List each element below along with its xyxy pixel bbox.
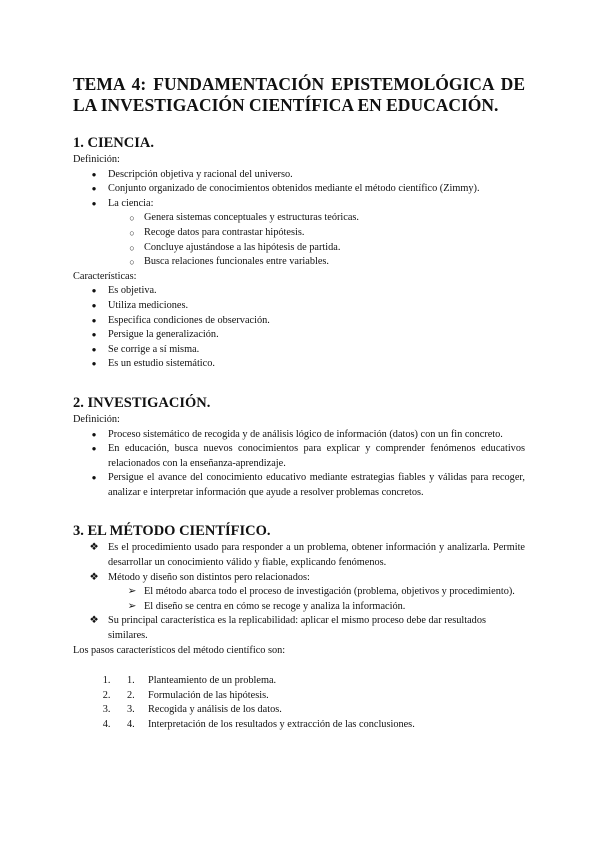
list-item-text: Interpretación de los resultados y extracción de las conclusiones. bbox=[148, 719, 415, 730]
list-item bbox=[73, 299, 525, 314]
section-heading: 2. INVESTIGACIÓN. bbox=[73, 394, 211, 411]
characteristics-label: Características: bbox=[73, 270, 137, 282]
step-number: 1. 1. bbox=[127, 675, 135, 687]
section-metodo bbox=[73, 522, 525, 732]
bullet-icon: ● bbox=[91, 286, 97, 296]
list-item-text: Recogida y análisis de los datos. bbox=[148, 704, 282, 716]
list-item-text: Recoge datos para contrastar hipótesis. bbox=[144, 226, 305, 238]
list-item-text: Se corrige a sí misma. bbox=[108, 343, 200, 355]
sub-list-item bbox=[73, 226, 525, 241]
list-item bbox=[73, 442, 525, 471]
list-item bbox=[113, 689, 525, 704]
list-item bbox=[73, 284, 525, 299]
list-item-text: Es el procedimiento usado para responder a un problema, obtener información y analizarla. Permite desarrollar un conocimiento válido y fiable, explicando fenómenos. bbox=[108, 542, 525, 569]
definition-label: Definición: bbox=[73, 154, 120, 165]
sub-list-item bbox=[73, 585, 525, 600]
list-item-text: Persigue la generalización. bbox=[108, 329, 219, 341]
steps-label: Los pasos característicos del método científico son: bbox=[73, 644, 286, 656]
list-item bbox=[73, 571, 525, 586]
list-item-text: Descripción objetiva y racional del universo. bbox=[108, 168, 293, 180]
section-ciencia bbox=[73, 134, 525, 372]
list-item-text: Especifica condiciones de observación. bbox=[108, 314, 270, 326]
list-item bbox=[73, 314, 525, 329]
list-item-text: Es objetiva. bbox=[108, 285, 157, 297]
list-item-text: La ciencia: bbox=[108, 197, 154, 209]
circle-bullet-icon: ○ bbox=[129, 257, 135, 268]
list-item-text: Busca relaciones funcionales entre variables. bbox=[144, 256, 329, 268]
section-heading: 3. EL MÉTODO CIENTÍFICO. bbox=[73, 523, 271, 540]
bullet-icon: ● bbox=[91, 330, 97, 340]
list-item-text: Concluye ajustándose a las hipótesis de partida. bbox=[144, 241, 341, 253]
circle-bullet-icon: ○ bbox=[129, 242, 135, 253]
list-item bbox=[73, 428, 525, 443]
bullet-icon: ● bbox=[91, 359, 97, 369]
sub-list-item bbox=[73, 600, 525, 615]
arrow-bullet-icon: ➢ bbox=[127, 586, 137, 598]
list-item bbox=[73, 168, 525, 183]
bullet-icon: ● bbox=[91, 184, 97, 194]
definition-list bbox=[73, 168, 525, 270]
definition-list bbox=[73, 428, 525, 501]
list-item-text: Método y diseño son distintos pero relacionados: bbox=[108, 571, 310, 583]
list-item-text: En educación, busca nuevos conocimientos para explicar y comprender fenómenos educativos relacionados con la enseñanza-aprendizaje. bbox=[108, 443, 525, 469]
list-item-text: Su principal característica es la replicabilidad: aplicar el mismo proceso debe dar resultados similares. bbox=[108, 615, 486, 642]
list-item-text: Proceso sistemático de recogida y de análisis lógico de información (datos) con un fin concreto. bbox=[108, 428, 503, 440]
diamond-bullet-icon: ❖ bbox=[89, 542, 99, 554]
list-item bbox=[113, 674, 525, 689]
list-item-text: El diseño se centra en cómo se recoge y analiza la información. bbox=[144, 600, 406, 612]
list-item-text: Genera sistemas conceptuales y estructuras teóricas. bbox=[144, 212, 360, 224]
step-number: 3. 3. bbox=[127, 704, 135, 716]
list-item bbox=[73, 541, 525, 570]
bullet-icon: ● bbox=[91, 198, 97, 208]
list-item bbox=[73, 614, 525, 643]
bullet-icon: ● bbox=[91, 444, 97, 454]
list-item-text: Utiliza mediciones. bbox=[108, 299, 189, 311]
sub-list-item bbox=[73, 241, 525, 256]
document-title: TEMA 4: FUNDAMENTACIÓN EPISTEMOLÓGICA DE LA INVESTIGACIÓN CIENTÍFICA EN EDUCACIÓN. bbox=[73, 74, 525, 115]
list-item-text: Formulación de las hipótesis. bbox=[148, 689, 269, 701]
list-item bbox=[113, 718, 525, 733]
list-item-text: Planteamiento de un problema. bbox=[148, 675, 277, 687]
list-item bbox=[73, 197, 525, 212]
list-item bbox=[73, 343, 525, 358]
circle-bullet-icon: ○ bbox=[129, 213, 135, 224]
list-item bbox=[113, 703, 525, 718]
section-investigacion bbox=[73, 394, 525, 501]
arrow-bullet-icon: ➢ bbox=[127, 600, 137, 612]
step-number: 2. 2. bbox=[127, 689, 135, 701]
bullet-icon: ● bbox=[91, 315, 97, 325]
list-item bbox=[73, 357, 525, 372]
list-item-text: Conjunto organizado de conocimientos obtenidos mediante el método científico (Zimmy). bbox=[108, 183, 480, 195]
sub-list-item bbox=[73, 255, 525, 270]
definition-label: Definición: bbox=[73, 413, 120, 425]
bullet-icon: ● bbox=[91, 300, 97, 310]
sub-list-item bbox=[73, 211, 525, 226]
list-item bbox=[73, 471, 525, 500]
bullet-icon: ● bbox=[91, 169, 97, 179]
step-number: 4. 4. bbox=[127, 719, 135, 730]
list-item bbox=[73, 328, 525, 343]
circle-bullet-icon: ○ bbox=[129, 227, 135, 238]
diamond-bullet-icon: ❖ bbox=[89, 571, 99, 583]
list-item bbox=[73, 182, 525, 197]
list-item-text: Es un estudio sistemático. bbox=[108, 358, 215, 370]
method-list bbox=[73, 541, 525, 643]
section-heading: 1. CIENCIA. bbox=[73, 135, 154, 151]
bullet-icon: ● bbox=[91, 344, 97, 354]
steps-list bbox=[73, 674, 525, 732]
characteristics-list bbox=[73, 284, 525, 372]
bullet-icon: ● bbox=[91, 473, 97, 483]
diamond-bullet-icon: ❖ bbox=[89, 615, 99, 627]
list-item-text: El método abarca todo el proceso de investigación (problema, objetivos y procedimiento). bbox=[144, 586, 515, 598]
bullet-icon: ● bbox=[91, 429, 97, 439]
list-item-text: Persigue el avance del conocimiento educativo mediante estrategias fiables y válidas para recoger, analizar e interpretar información que ayude a resolver problemas concretos. bbox=[108, 472, 525, 498]
